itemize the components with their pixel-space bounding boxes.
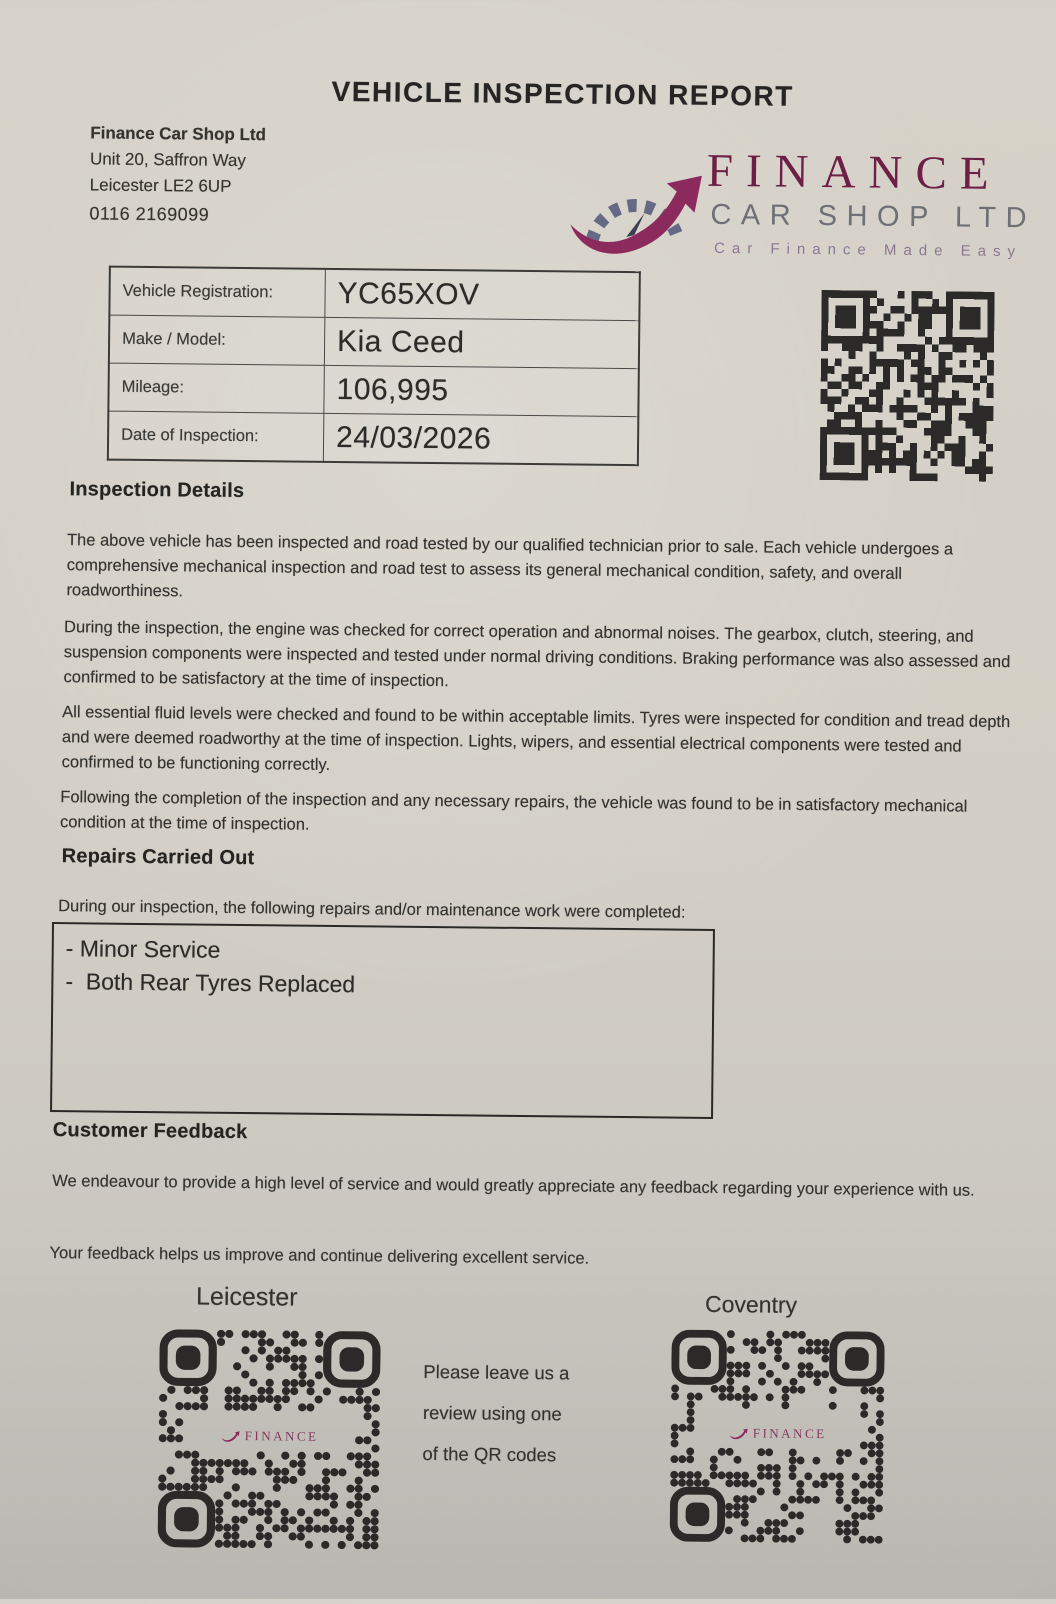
inspection-details-heading: Inspection Details — [69, 478, 245, 503]
logo-subtitle: CAR SHOP LTD — [710, 198, 1037, 235]
inspection-paragraph: All essential fluid levels were checked and found to be within acceptable limits. Tyres were inspected for condition and tread depth and were deemed roadworthy at the time of inspection. Lights, wipers, and essential electrical components were tested and confirmed to be functioning correctly. — [61, 703, 1011, 774]
qr-note-line: review using one — [422, 1401, 562, 1425]
table-row — [109, 315, 639, 369]
customer-feedback-heading: Customer Feedback — [52, 1119, 248, 1144]
location-label-leicester: Leicester — [195, 1282, 298, 1312]
make-model-value: Kia Ceed — [324, 317, 639, 368]
repairs-list-box — [50, 922, 715, 1119]
logo-tagline: Car Finance Made Easy — [714, 239, 1023, 261]
row-label: Make / Model: — [109, 315, 325, 365]
inspection-date-value: 24/03/2026 — [323, 413, 638, 465]
row-label: Date of Inspection: — [108, 411, 324, 462]
inspection-paragraph: Following the completion of the inspection and any necessary repairs, the vehicle was found to be in satisfactory mechanical condition at the time of inspection. — [59, 788, 968, 834]
vehicle-registration-value: YC65XOV — [325, 269, 640, 321]
table-row — [109, 267, 639, 321]
qr-logo-word: FINANCE — [752, 1425, 827, 1441]
qr-code — [820, 290, 995, 482]
repair-item: - Both Rear Tyres Replaced — [65, 968, 356, 998]
feedback-paragraph: We endeavour to provide a high level of service and would greatly appreciate any feedback regarding your experience with us. — [52, 1172, 975, 1200]
company-name: Finance Car Shop Ltd — [90, 123, 267, 145]
qr-code-leicester — [157, 1329, 380, 1549]
speedometer-swoosh-icon — [564, 150, 707, 269]
feedback-paragraph: Your feedback helps us improve and continue delivering excellent service. — [49, 1244, 590, 1268]
page-title: VEHICLE INSPECTION REPORT — [331, 75, 794, 112]
row-label: Vehicle Registration: — [109, 267, 325, 318]
qr-center-logo — [189, 1415, 349, 1458]
table-row — [108, 363, 638, 417]
repairs-intro: During our inspection, the following repairs and/or maintenance work were completed: — [58, 897, 686, 922]
company-address-line1: Unit 20, Saffron Way — [89, 149, 247, 171]
location-label-coventry: Coventry — [704, 1290, 798, 1318]
company-address-block — [90, 120, 266, 200]
vehicle-details-table — [107, 266, 641, 467]
mileage-value: 106,995 — [324, 365, 639, 416]
qr-code-coventry — [670, 1330, 885, 1544]
inspection-paragraph: The above vehicle has been inspected and road tested by our qualified technician prior to sale. Each vehicle undergoes a comprehensive mechanical inspection and road test to assess its general mechanical condition, safety, and overall roadworthiness. — [66, 531, 954, 601]
qr-center-logo — [700, 1413, 854, 1455]
logo-word: FINANCE — [706, 144, 1002, 200]
company-logo — [564, 142, 1037, 282]
qr-instruction-text — [422, 1351, 653, 1476]
company-address-line2: Leicester LE2 6UP — [89, 175, 232, 196]
table-row — [108, 411, 638, 465]
repairs-heading: Repairs Carried Out — [61, 845, 255, 870]
swoosh-arrow-icon — [220, 1428, 242, 1444]
repair-item: - Minor Service — [65, 935, 221, 963]
qr-note-line: of the QR codes — [422, 1442, 557, 1466]
qr-note-line: Please leave us a — [423, 1360, 570, 1384]
swoosh-arrow-icon — [728, 1425, 750, 1441]
qr-logo-word: FINANCE — [244, 1427, 319, 1444]
inspection-paragraph: During the inspection, the engine was checked for correct operation and abnormal noises. The gearbox, clutch, steering, and suspension components were inspected and tested under normal driving conditions. Braking performance was also assessed and confirmed to be satisfactory at the time of inspection. — [63, 618, 1011, 691]
company-phone: 0116 2169099 — [89, 203, 210, 225]
row-label: Mileage: — [108, 363, 324, 413]
